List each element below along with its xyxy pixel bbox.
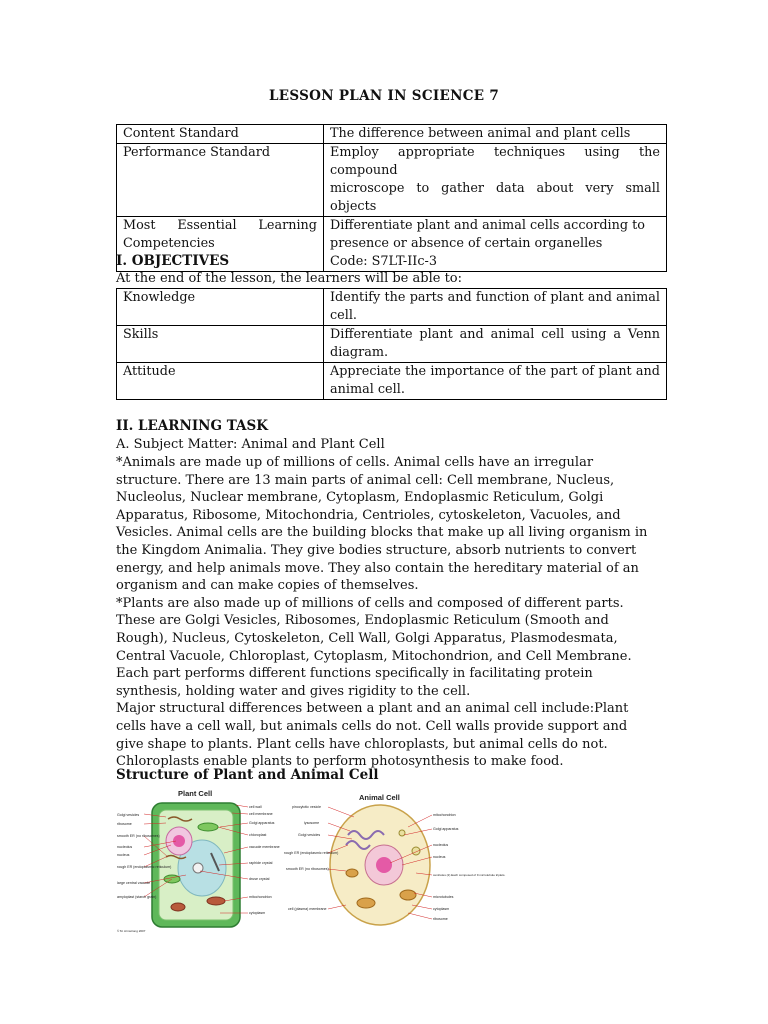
animal-label-left: smooth ER (no ribosomes) [286,867,329,871]
animal-label-right: centrioles (2) Each composed of 9 microtubule triplets. [433,873,506,877]
plant-label-left: smooth ER (no ribosomes) [117,834,160,838]
objectives-intro: At the end of the lesson, the learners will be able to: [116,271,462,286]
performance-standard-line: microscope to gather data about very small objects [330,181,660,214]
table-row [117,326,667,363]
plant-label-right: cell wall [249,805,262,809]
subject-matter: A. Subject Matter: Animal and Plant Cell [116,437,385,452]
table-row [117,144,667,217]
table-row [117,125,667,144]
plant-label-left: nucleus [117,853,130,857]
objective-value-knowledge: Identify the parts and function of plant and animal cell. [324,289,667,326]
melc-label-line: Most Essential Learning [123,218,317,233]
plant-label-right: druse crystal [249,877,270,881]
animal-label-right: mitochondrion [433,813,456,817]
paragraph-animal-cells: *Animals are made up of millions of cells. Animal cells have an irregular structure. There are 13 main parts of animal cell: Cell membrane, Nucleus, Nucleolus, Nuclear membrane, Cytoplasm, Endoplasmic Reticulum, Golgi Apparatus, Ribosome, Mitochondria, Centrioles, cytoskeleton, Vacuoles, and Vesicles. Animal cells are the building blocks that make up all living organism in the Kingdom Animalia. They give bodies structure, absorb nutrients to convert energy, and help animals move. They also contain the hereditary material of an organism and can make copies of themselves. [116,455,648,594]
objective-label-skills: Skills [117,326,324,363]
cell-diagram [116,783,506,935]
melc-label-line: Competencies [123,236,215,251]
melc-line: Differentiate plant and animal cells according to [330,218,645,233]
melc-line: presence or absence of certain organelles [330,236,603,251]
melc-code: Code: S7LT-IIc-3 [330,254,437,269]
animal-label-left: rough ER (endoplasmic reticulum) [284,851,339,855]
figure-heading: Structure of Plant and Animal Cell [116,767,379,783]
lesson-body-text [116,454,651,771]
document-title: LESSON PLAN IN SCIENCE 7 [268,88,500,104]
animal-label-left: cell (plasma) membrane [288,907,327,911]
plant-cell-title: Plant Cell [178,789,213,798]
plant-label-left: rough ER (endoplasmic reticulum) [117,865,172,869]
animal-label-right: nucleus [433,855,446,859]
content-standard-label: Content Standard [117,125,324,144]
animal-label-left: pinocytotic vesicle [292,805,321,809]
table-row [117,363,667,400]
objective-value-skills: Differentiate plant and animal cell using a Venn diagram. [324,326,667,363]
plant-label-left: large central vacuole [117,881,151,885]
standards-table [116,124,667,272]
objective-label-knowledge: Knowledge [117,289,324,326]
animal-label-right: nucleolus [433,843,449,847]
figure-credit: © M. Armstrong 2007 [117,929,146,933]
content-standard-value [324,125,667,144]
plant-label-right: vacuole membrane [249,845,280,849]
plant-label-left: ribosome [117,822,132,826]
animal-label-right: microtubules [433,895,454,899]
plant-label-right: chloroplast [249,833,267,837]
objectives-table [116,288,667,400]
paragraph-plant-cells: *Plants are also made up of millions of cells and composed of different parts. These are Golgi Vesicles, Ribosomes, Endoplasmic Reticulum (Smooth and Rough), Nucleus, Cytoskeleton, Cell Wall, Golgi Apparatus, Plasmodesmata, Central Vacuole, Chloroplast, Cytoplasm, Mitochondrion, and Cell Membrane. Each part performs different functions specifically in facilitating protein synthesis, holding water and gives rigidity to the cell. [116,595,632,699]
plant-label-right: cytoplasm [249,911,266,915]
plant-label-right: Golgi apparatus [249,821,275,825]
plant-label-right: raphide crystal [249,861,273,865]
performance-standard-value [324,144,667,217]
plant-label-right: cell membrane [249,812,273,816]
melc-value [324,217,667,272]
plant-label-left: nucleolus [117,845,133,849]
plant-label-right: mitochondrion [249,895,272,899]
paragraph-differences: Major structural differences between a plant and an animal cell include:Plant cells have a cell wall, but animals cells do not. Cell walls provide support and give shape to plants. Plant cells have chloroplasts, but animal cells do not. Chloroplasts enable plants to perform photosynthesis to make food. [116,701,629,770]
objective-label-attitude: Attitude [117,363,324,400]
table-row [117,289,667,326]
animal-label-right: cytoplasm [433,907,450,911]
content-standard-line: The difference between animal and plant cells [330,126,631,141]
objective-value-attitude: Appreciate the importance of the part of plant and animal cell. [324,363,667,400]
animal-label-right: Golgi apparatus [433,827,459,831]
plant-label-left: amyloplast (starch grain) [117,895,157,899]
performance-standard-label: Performance Standard [117,144,324,217]
performance-standard-line: Employ appropriate techniques using the compound [330,145,660,178]
cell-diagram-figure [116,783,506,935]
animal-label-left: lysosome [304,821,320,825]
animal-cell-title: Animal Cell [359,793,400,802]
objectives-heading: I. OBJECTIVES [116,253,230,269]
learning-task-heading: II. LEARNING TASK [116,418,268,434]
animal-label-left: Golgi vesicles [298,833,321,837]
animal-label-right: ribosome [433,917,448,921]
plant-label-left: Golgi vesicles [117,813,140,817]
